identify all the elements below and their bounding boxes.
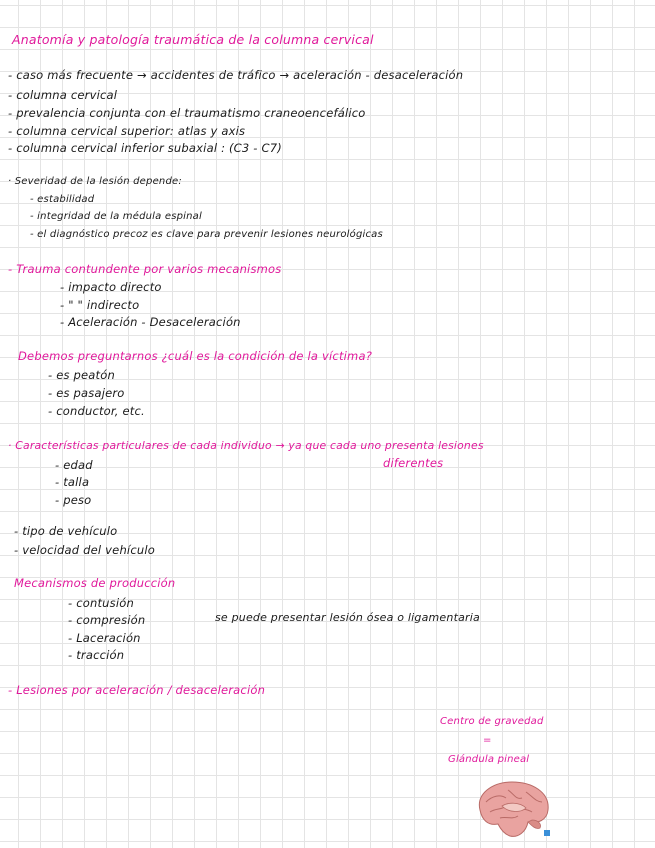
victim-item-3: - conductor, etc. [48, 404, 145, 418]
victim-item-2: - es pasajero [48, 386, 125, 400]
intro-line-2: - columna cervical [8, 88, 118, 102]
victim-item-1: - es peatón [48, 368, 115, 382]
mechanisms-item-4: - tracción [68, 648, 125, 662]
trauma-item-1: - impacto directo [60, 280, 162, 294]
vehicle-line-1: - tipo de vehículo [14, 524, 118, 538]
center-line-2: = [483, 735, 492, 746]
severity-item-3: - el diagnóstico precoz es clave para prevenir lesiones neurológicas [30, 229, 383, 240]
characteristics-heading: · Características particulares de cada individuo → ya que cada uno presenta lesiones [8, 439, 484, 452]
severity-item-2: - integridad de la médula espinal [30, 211, 202, 222]
intro-line-4: - columna cervical superior: atlas y axis [8, 124, 246, 138]
mechanisms-item-1: - contusión [68, 596, 134, 610]
page-title: Anatomía y patología traumática de la columna cervical [12, 32, 374, 47]
characteristics-item-2: - talla [55, 475, 90, 489]
trauma-heading: - Trauma contundente por varios mecanismos [8, 262, 282, 276]
intro-line-1: - caso más frecuente → accidentes de tráfico → aceleración - desaceleración [8, 68, 464, 82]
characteristics-continuation: diferentes [383, 456, 444, 470]
victim-heading: Debemos preguntarnos ¿cuál es la condición de la víctima? [18, 349, 373, 363]
intro-line-5: - columna cervical inferior subaxial : (C3 - C7) [8, 141, 282, 155]
characteristics-item-1: - edad [55, 458, 93, 472]
center-line-1: Centro de gravedad [440, 716, 544, 727]
severity-heading: · Severidad de la lesión depende: [8, 176, 182, 187]
brain-image [470, 776, 555, 842]
vehicle-line-2: - velocidad del vehículo [14, 543, 155, 557]
severity-item-1: - estabilidad [30, 194, 95, 205]
mechanisms-heading: Mecanismos de producción [14, 576, 176, 590]
mechanisms-note: se puede presentar lesión ósea o ligamentaria [215, 611, 480, 624]
trauma-item-3: - Aceleración - Desaceleración [60, 315, 241, 329]
characteristics-item-3: - peso [55, 493, 92, 507]
lesions-heading: - Lesiones por aceleración / desaceleración [8, 683, 266, 697]
intro-line-3: - prevalencia conjunta con el traumatismo craneoencefálico [8, 106, 366, 120]
trauma-item-2: - " " indirecto [60, 298, 140, 312]
mechanisms-item-3: - Laceración [68, 631, 141, 645]
mechanisms-item-2: - compresión [68, 613, 146, 627]
center-line-3: Glándula pineal [448, 754, 530, 765]
